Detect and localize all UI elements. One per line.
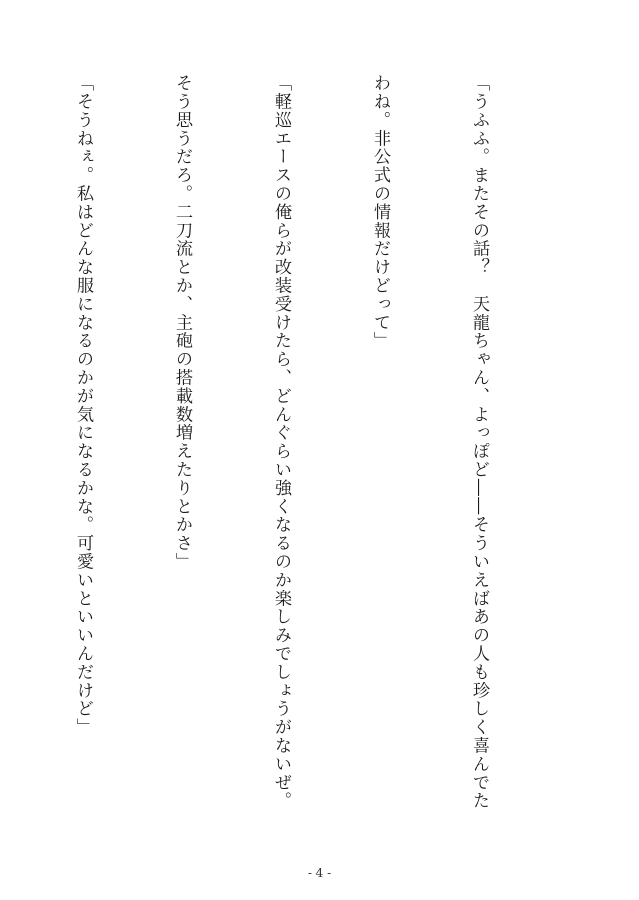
text-line: 「軽巡エースの俺らが改装受けたら、どんぐらい強くなるのか楽しみでしょうがないぜ。 [271, 74, 291, 810]
page-number: - 4 - [307, 866, 332, 880]
text-line: わね。非公式の情報だけどって」 [370, 74, 390, 350]
text-line: 「そうねぇ。私はどんな服になるのかが気になるかな。可愛いといいんだけど」 [73, 74, 93, 737]
text-line: そう思うだろ。二刀流とか、主砲の搭載数増えたりとかさ」 [172, 74, 192, 571]
text-line: 「うふふ。またその話？ 天龍ちゃん、よっぽど――そういえばあの人も珍しく喜んでた [469, 74, 489, 810]
vertical-text-body [0, 74, 561, 864]
